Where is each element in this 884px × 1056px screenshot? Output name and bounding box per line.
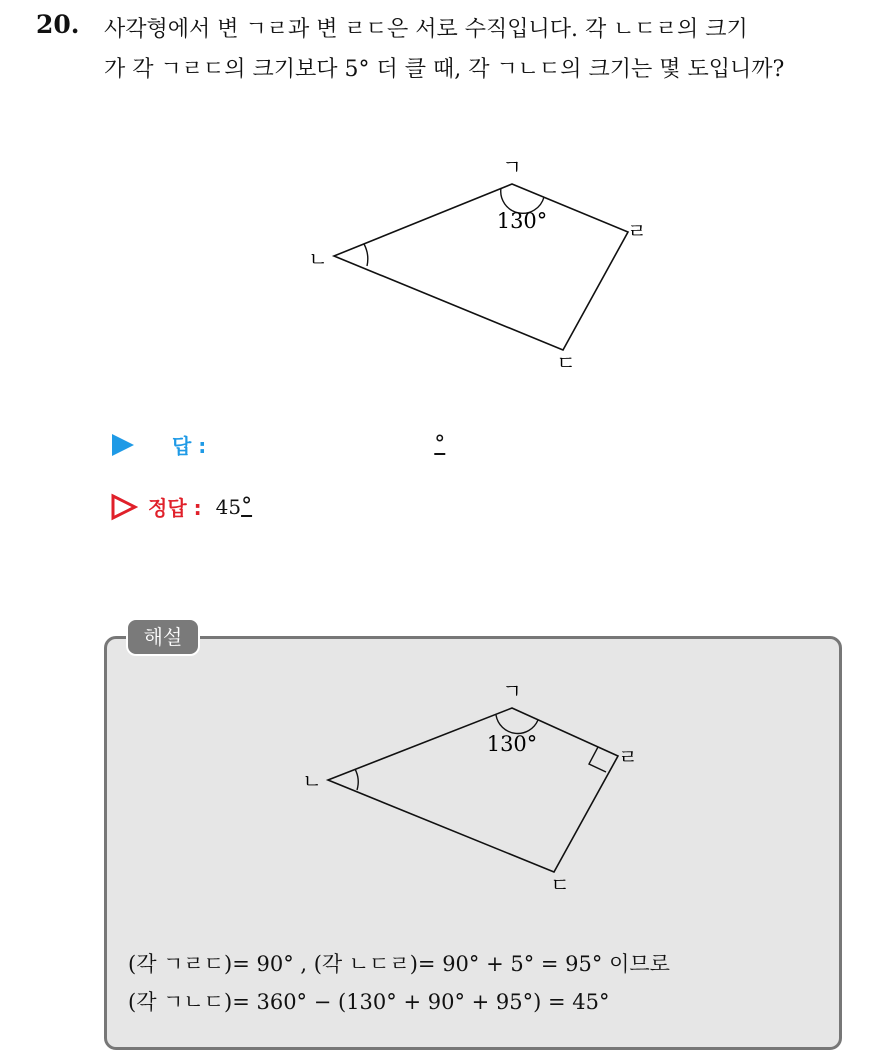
angle-arc-b bbox=[364, 244, 368, 266]
question-figure bbox=[300, 150, 660, 380]
outline-triangle-icon bbox=[110, 493, 138, 521]
answer-label: 답 : bbox=[172, 434, 207, 458]
solution-line2: (각 ㄱㄴㄷ)= 360° − (130° + 90° + 95°) = 45° bbox=[128, 990, 610, 1014]
solution-angle-label: 130° bbox=[486, 732, 538, 756]
solution-vertex-label-d: ㄹ bbox=[618, 745, 638, 769]
solution-vertex-label-b: ㄴ bbox=[302, 769, 322, 793]
vertex-label-d: ㄹ bbox=[627, 219, 647, 243]
correct-answer-value: 45 bbox=[215, 494, 242, 519]
solution-vertex-label-a: ㄱ bbox=[502, 679, 522, 703]
correct-answer-unit: ° bbox=[241, 494, 253, 519]
answer-row bbox=[110, 430, 445, 459]
vertex-label-a: ㄱ bbox=[502, 155, 522, 179]
vertex-label-c: ㄷ bbox=[556, 351, 576, 375]
question-text-line2: 가 각 ㄱㄹㄷ의 크기보다 5° 더 클 때, 각 ㄱㄴㄷ의 크기는 몇 도입니까? bbox=[104, 57, 785, 82]
right-angle-mark bbox=[589, 747, 606, 772]
solution-vertex-label-c: ㄷ bbox=[550, 873, 570, 897]
play-triangle-icon bbox=[110, 432, 136, 458]
correct-answer-label: 정답 : bbox=[148, 496, 202, 520]
angle-label: 130° bbox=[496, 209, 548, 233]
answer-blank[interactable]: ° bbox=[434, 432, 446, 457]
correct-answer-row bbox=[110, 492, 252, 521]
vertex-label-b: ㄴ bbox=[308, 247, 328, 271]
solution-line1: (각 ㄱㄹㄷ)= 90° , (각 ㄴㄷㄹ)= 90° + 5° = 95° 이므로 bbox=[128, 952, 670, 976]
solution-tag: 해설 bbox=[126, 618, 200, 656]
solution-figure bbox=[290, 676, 670, 906]
question-number: 20. bbox=[36, 10, 80, 39]
question-text-line1: 사각형에서 변 ㄱㄹ과 변 ㄹㄷ은 서로 수직입니다. 각 ㄴㄷㄹ의 크기 bbox=[104, 17, 748, 42]
solution-angle-arc-b bbox=[355, 769, 358, 790]
quadrilateral bbox=[334, 184, 628, 350]
solution-quadrilateral bbox=[328, 708, 618, 872]
